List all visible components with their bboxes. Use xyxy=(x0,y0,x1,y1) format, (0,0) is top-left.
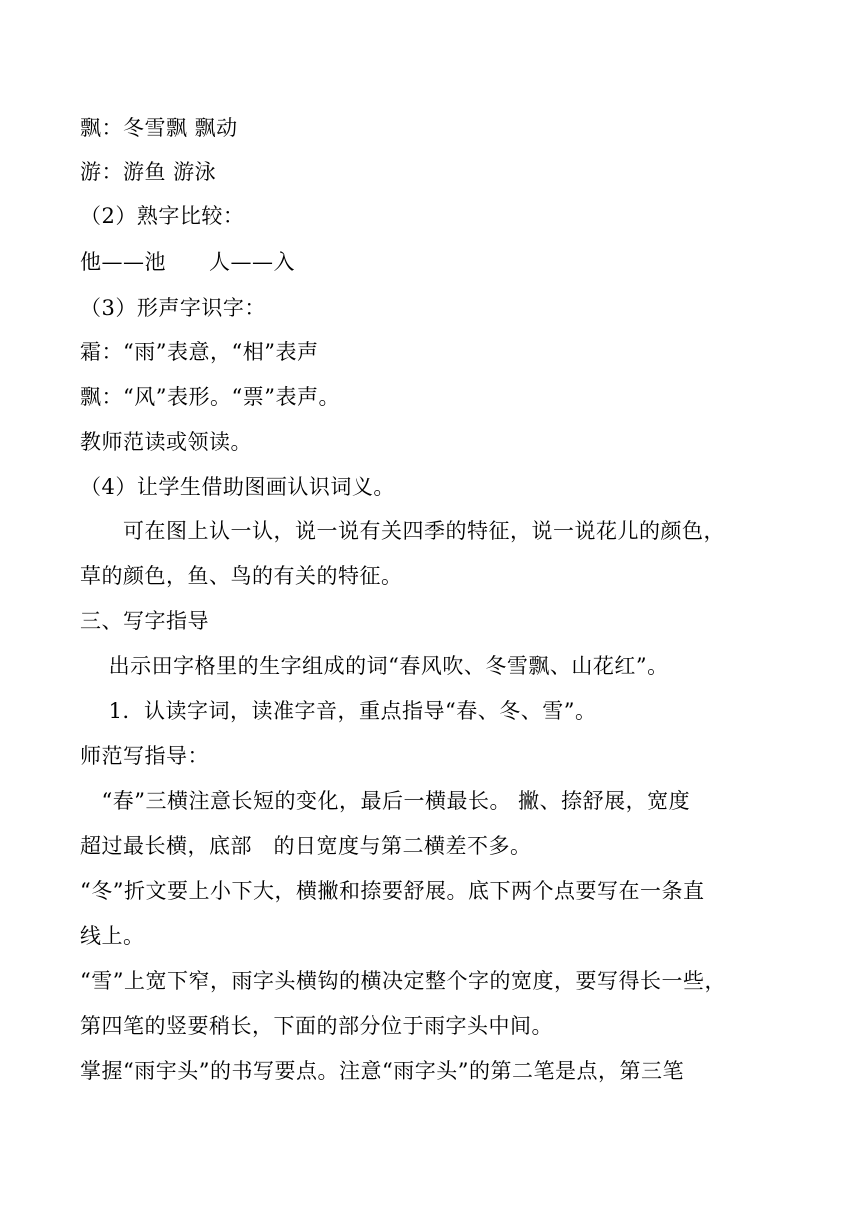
text-line: “春”三横注意长短的变化，最后一横最长。 撇、捺舒展，宽度 xyxy=(80,789,691,813)
text-line: 飘：“风”表形。“票”表声。 xyxy=(80,385,340,409)
text-line: 1．认读字词，读准字音，重点指导“春、冬、雪”。 xyxy=(80,699,597,723)
text-line: 草的颜色，鱼、鸟的有关的特征。 xyxy=(80,564,403,588)
text-line: （2）熟字比较： xyxy=(80,204,245,228)
text-line: 可在图上认一认，说一说有关四季的特征，说一说花儿的颜色， xyxy=(80,519,725,543)
text-line: 掌握“雨宇头”的书写要点。注意“雨字头”的第二笔是点，第三笔 xyxy=(80,1059,684,1083)
text-line: （3）形声字识字： xyxy=(80,296,266,320)
text-line: 他——池 人——入 xyxy=(80,250,295,274)
section-heading: 三、写字指导 xyxy=(80,609,209,633)
text-line: 教师范读或领读。 xyxy=(80,430,252,454)
text-line: 霜：“雨”表意，“相”表声 xyxy=(80,340,319,364)
text-line: “冬”折文要上小下大，横撇和捺要舒展。底下两个点要写在一条直 xyxy=(80,879,705,903)
text-line: 师范写指导： xyxy=(80,744,209,768)
text-line: （4）让学生借助图画认识词义。 xyxy=(80,475,395,499)
text-line: 飘：冬雪飘 飘动 xyxy=(80,116,238,140)
text-line: 线上。 xyxy=(80,924,145,948)
text-line: 出示田字格里的生字组成的词“春风吹、冬雪飘、山花红”。 xyxy=(80,654,669,678)
text-line: 游：游鱼 游泳 xyxy=(80,160,217,184)
text-line: 超过最长横，底部 的日宽度与第二横差不多。 xyxy=(80,834,532,858)
text-line: 第四笔的竖要稍长，下面的部分位于雨字头中间。 xyxy=(80,1014,553,1038)
text-line: “雪”上宽下窄，雨字头横钩的横决定整个字的宽度，要写得长一些， xyxy=(80,969,726,993)
